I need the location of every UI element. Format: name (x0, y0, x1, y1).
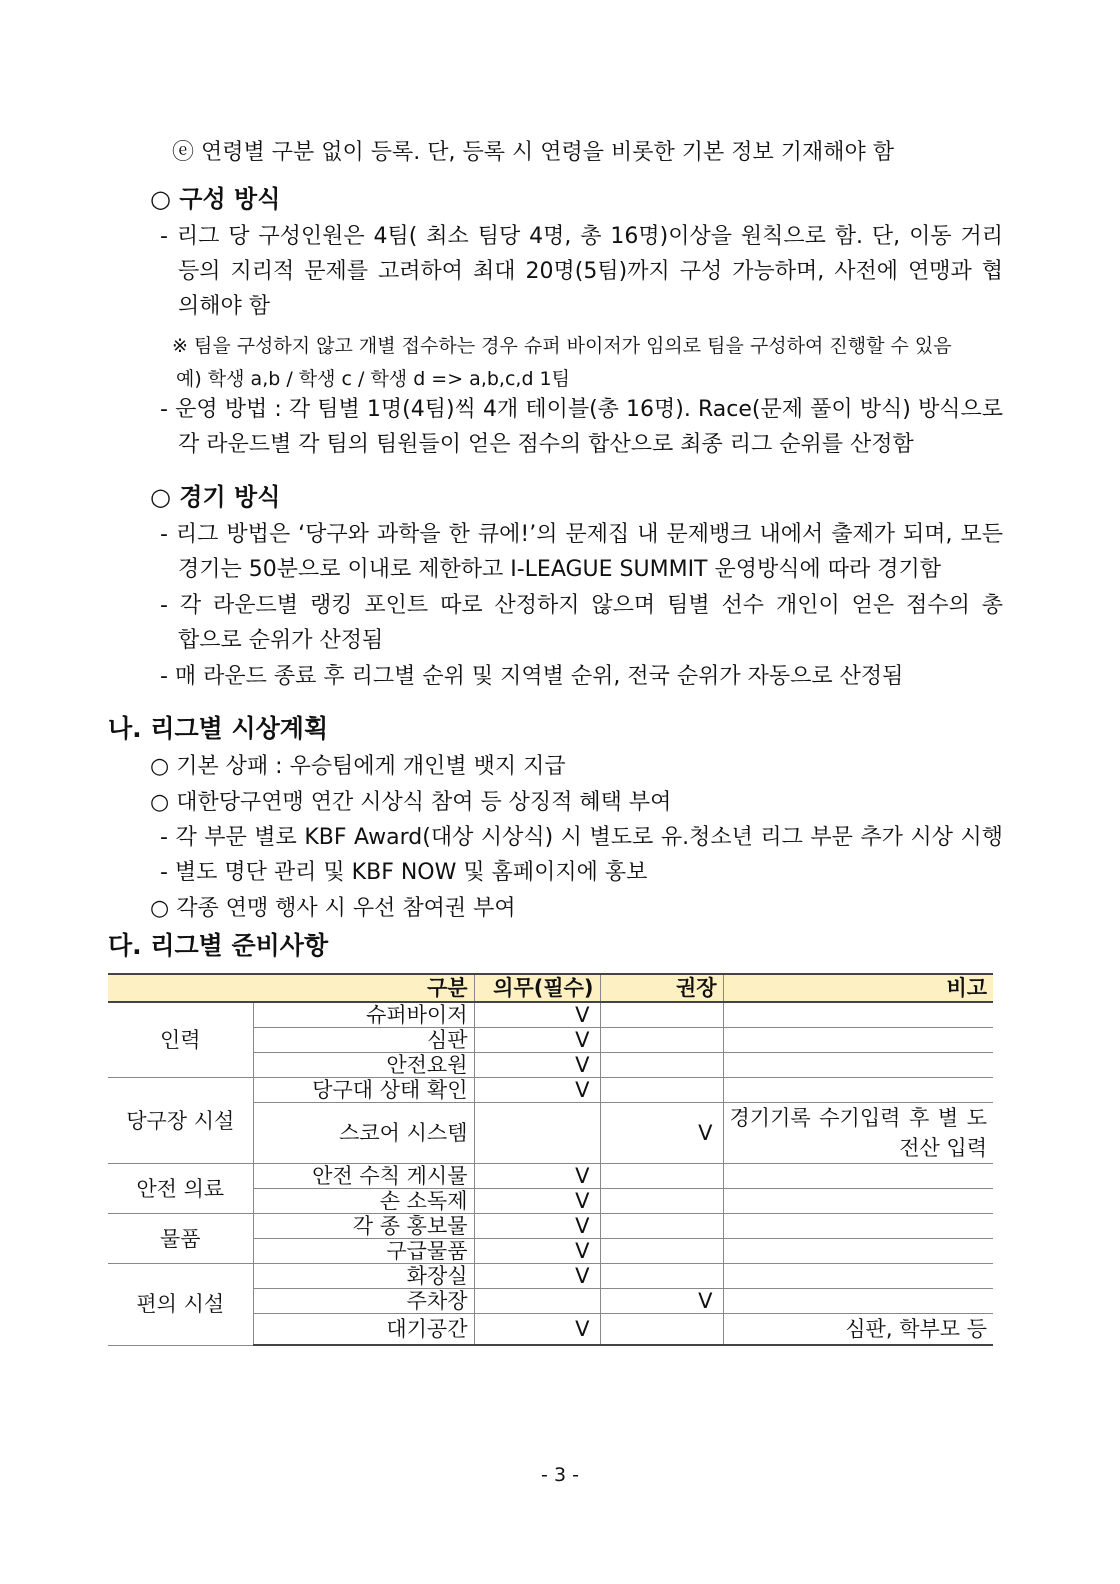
awards-heading: 나. 리그별 시상계획 (108, 714, 329, 743)
row-remark: 심판, 학부모 등 (723, 1314, 993, 1346)
row-remark (723, 1028, 993, 1053)
row-recommended (600, 1053, 723, 1078)
row-required: V (474, 1314, 600, 1346)
composition-line-1: - 리그 당 구성인원은 4팀( 최소 팀당 4명, 총 16명)이상을 원칙으로 함. 단, 이동 거리 (160, 224, 1003, 249)
group-staff: 인력 (108, 1002, 253, 1078)
row-remark (723, 1239, 993, 1264)
row-recommended (600, 1078, 723, 1103)
row-recommended: V (600, 1103, 723, 1164)
row-remark (723, 1264, 993, 1289)
group-facility: 당구장 시설 (108, 1078, 253, 1164)
table-row (108, 1264, 993, 1289)
awards-line-5: ○ 각종 연맹 행사 시 우선 참여권 부여 (150, 896, 516, 921)
row-remark (723, 1214, 993, 1239)
row-required: V (474, 1164, 600, 1189)
row-remark (723, 1289, 993, 1314)
row-item: 각 종 홍보물 (253, 1214, 474, 1239)
row-item: 안전요원 (253, 1053, 474, 1078)
match-line-3: - 각 라운드별 랭킹 포인트 따로 산정하지 않으며 팀별 선수 개인이 얻은 점수의 총 (160, 593, 1003, 618)
row-required (474, 1289, 600, 1314)
table-row (108, 1214, 993, 1239)
row-remark (723, 1189, 993, 1214)
row-recommended (600, 1264, 723, 1289)
group-amenity: 편의 시설 (108, 1264, 253, 1346)
header-remarks: 비고 (723, 974, 993, 1002)
row-remark (723, 1053, 993, 1078)
match-line-5: - 매 라운드 종료 후 리그별 순위 및 지역별 순위, 전국 순위가 자동으로 산정됨 (160, 664, 904, 689)
operation-line-2: 각 라운드별 각 팀의 팀원들이 얻은 점수의 합산으로 최종 리그 순위를 산정함 (178, 432, 914, 457)
row-required: V (474, 1053, 600, 1078)
awards-line-4: - 별도 명단 관리 및 KBF NOW 및 홈페이지에 홍보 (160, 860, 648, 885)
row-item: 대기공간 (253, 1314, 474, 1346)
row-item: 당구대 상태 확인 (253, 1078, 474, 1103)
row-item: 스코어 시스템 (253, 1103, 474, 1164)
row-recommended (600, 1239, 723, 1264)
composition-line-2: 등의 지리적 문제를 고려하여 최대 20명(5팀)까지 구성 가능하며, 사전에 연맹과 협 (178, 259, 1003, 284)
enrollment-note: ⓔ 연령별 구분 없이 등록. 단, 등록 시 연령을 비롯한 기본 정보 기재해야 함 (172, 140, 894, 165)
row-required: V (474, 1002, 600, 1028)
group-safety: 안전 의료 (108, 1164, 253, 1214)
group-goods: 물품 (108, 1214, 253, 1264)
row-remark (723, 1164, 993, 1189)
header-required: 의무(필수) (474, 974, 600, 1002)
row-recommended (600, 1214, 723, 1239)
operation-line-1: - 운영 방법 : 각 팀별 1명(4팀)씩 4개 테이블(총 16명). Race(문제 풀이 방식) 방식으로 (160, 397, 1003, 422)
match-line-2: 경기는 50분으로 이내로 제한하고 I-LEAGUE SUMMIT 운영방식에 따라 경기함 (178, 557, 941, 582)
page-number: - 3 - (541, 1464, 579, 1486)
row-item: 심판 (253, 1028, 474, 1053)
preparation-heading: 다. 리그별 준비사항 (108, 931, 329, 960)
row-required: V (474, 1028, 600, 1053)
row-remark (723, 1002, 993, 1028)
table-header-row (108, 974, 993, 1002)
row-recommended (600, 1164, 723, 1189)
row-required (474, 1103, 600, 1164)
section-match-heading: ○ 경기 방식 (150, 483, 281, 511)
section-composition-heading: ○ 구성 방식 (150, 185, 281, 213)
row-recommended: V (600, 1289, 723, 1314)
composition-remark: ※ 팀을 구성하지 않고 개별 접수하는 경우 슈퍼 바이저가 임의로 팀을 구성하여 진행할 수 있음 (172, 335, 952, 357)
row-recommended (600, 1028, 723, 1053)
row-item: 안전 수칙 게시물 (253, 1164, 474, 1189)
row-item: 구급물품 (253, 1239, 474, 1264)
row-remark (723, 1078, 993, 1103)
table-row (108, 1078, 993, 1103)
row-item: 손 소독제 (253, 1189, 474, 1214)
table-row (108, 1164, 993, 1189)
match-line-4: 합으로 순위가 산정됨 (178, 628, 384, 653)
composition-line-3: 의해야 함 (178, 294, 271, 319)
row-item: 주차장 (253, 1289, 474, 1314)
row-recommended (600, 1189, 723, 1214)
row-recommended (600, 1314, 723, 1346)
row-required: V (474, 1239, 600, 1264)
preparation-table (108, 973, 993, 1346)
header-recommended: 권장 (600, 974, 723, 1002)
table-row (108, 1002, 993, 1028)
row-required: V (474, 1264, 600, 1289)
awards-line-3: - 각 부문 별로 KBF Award(대상 시상식) 시 별도로 유.청소년 리그 부문 추가 시상 시행 (160, 825, 1003, 850)
row-item: 화장실 (253, 1264, 474, 1289)
composition-example: 예) 학생 a,b / 학생 c / 학생 d => a,b,c,d 1팀 (176, 368, 570, 390)
row-item: 슈퍼바이저 (253, 1002, 474, 1028)
row-remark: 경기기록 수기입력 후 별 도 전산 입력 (723, 1103, 993, 1164)
row-required: V (474, 1078, 600, 1103)
row-required: V (474, 1214, 600, 1239)
header-category: 구분 (108, 974, 474, 1002)
match-line-1: - 리그 방법은 ‘당구와 과학을 한 큐에!’의 문제집 내 문제뱅크 내에서 출제가 되며, 모든 (160, 522, 1003, 547)
awards-line-1: ○ 기본 상패 : 우승팀에게 개인별 뱃지 지급 (150, 754, 566, 779)
row-required: V (474, 1189, 600, 1214)
row-recommended (600, 1002, 723, 1028)
awards-line-2: ○ 대한당구연맹 연간 시상식 참여 등 상징적 혜택 부여 (150, 790, 672, 815)
